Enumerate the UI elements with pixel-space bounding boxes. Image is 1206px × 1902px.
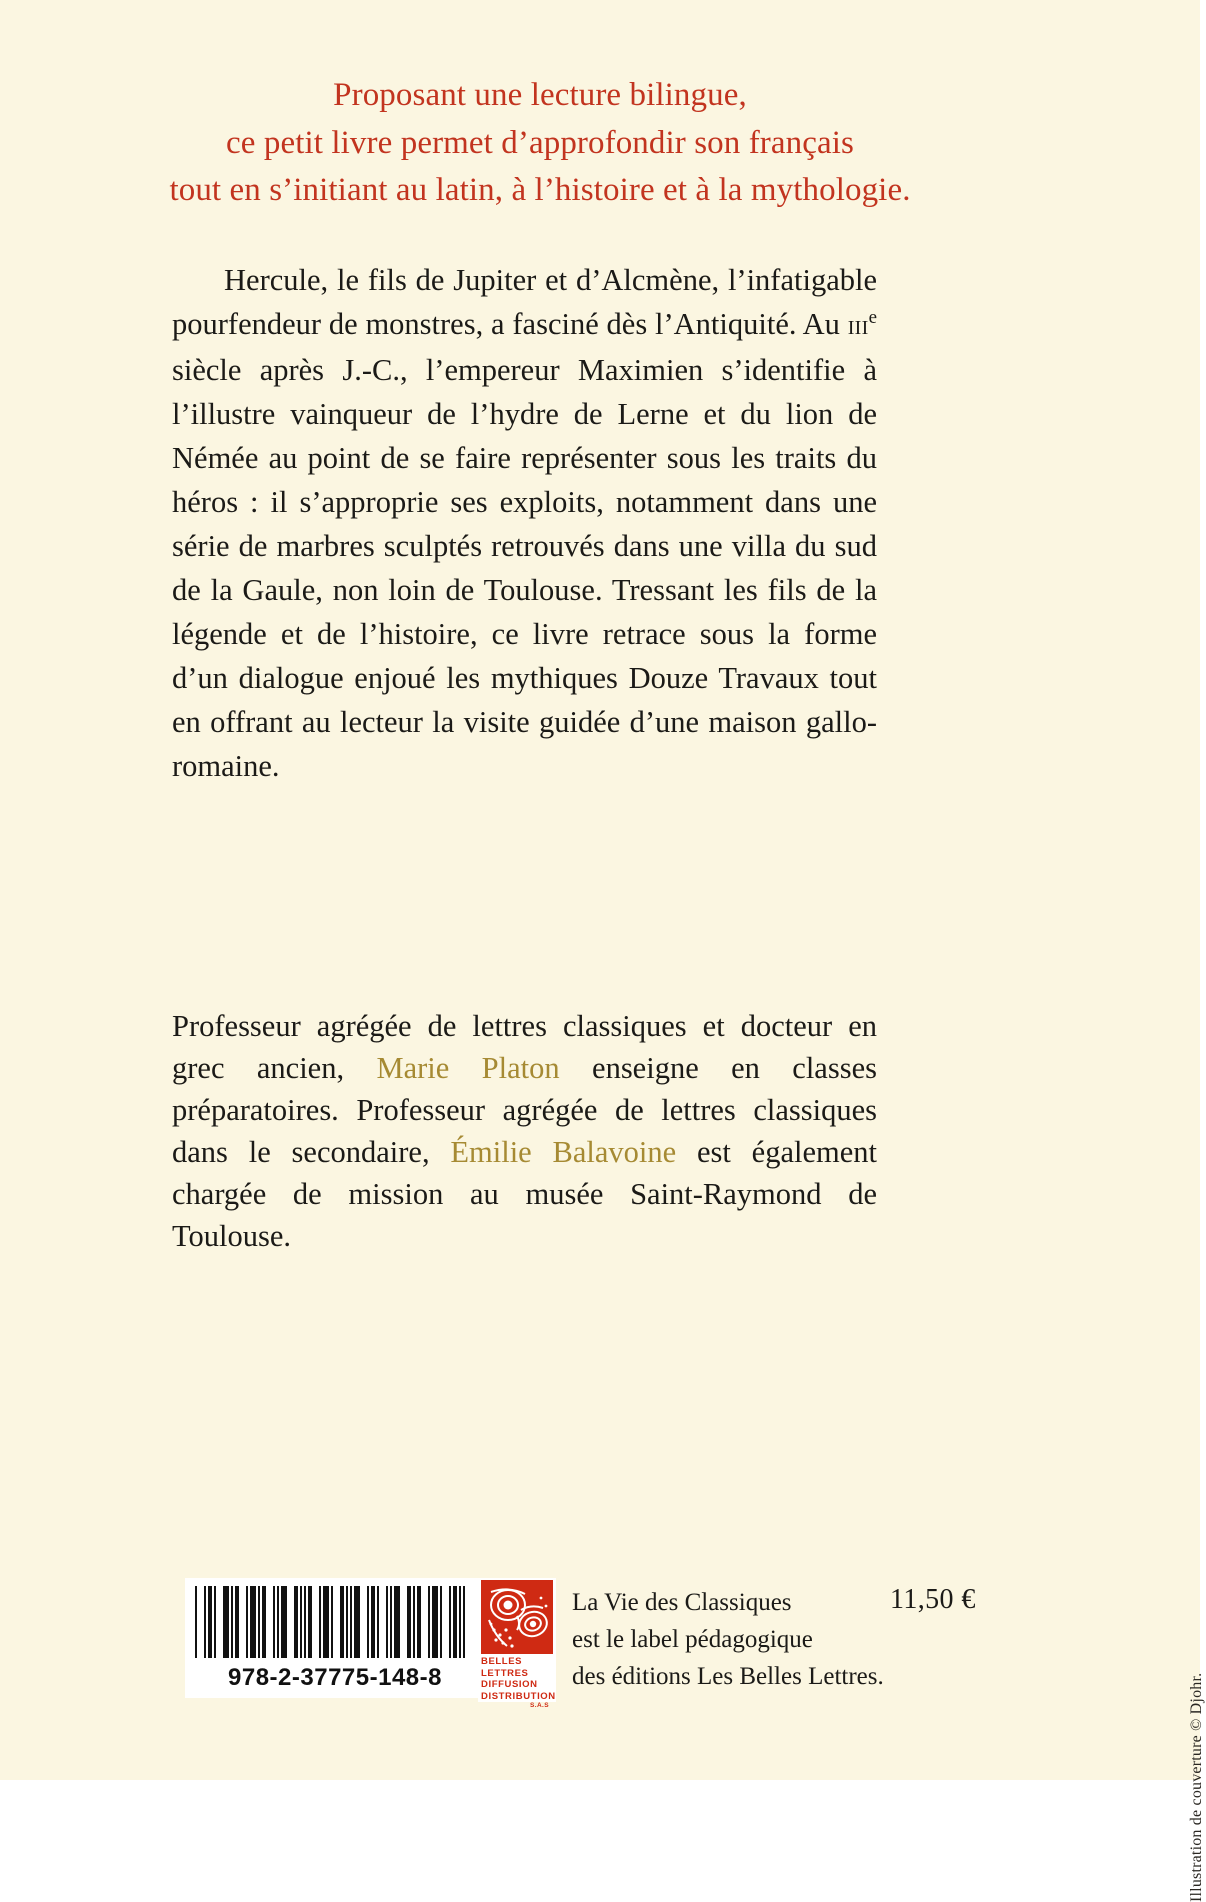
barcode-bar <box>354 1586 360 1658</box>
bldd-line-3: DISTRIBUTION <box>481 1690 556 1702</box>
author-name-emilie-balavoine: Émilie Balavoine <box>450 1135 677 1169</box>
barcode-gap <box>289 1586 292 1658</box>
barcode-gap <box>218 1586 221 1658</box>
barcode-bar <box>258 1586 260 1658</box>
century-roman-numeral: iii <box>847 310 869 341</box>
barcode-gap <box>335 1586 338 1658</box>
headline-line-2: ce petit livre permet d’approfondir son français <box>226 124 854 161</box>
barcode-bar <box>390 1586 392 1658</box>
headline-line-1: Proposant une lecture bilingue, <box>333 77 747 113</box>
isbn-barcode <box>185 1578 485 1698</box>
barcode-bar <box>281 1586 287 1658</box>
barcode-gap <box>444 1586 447 1658</box>
bldd-line-4: S.A.S <box>530 1702 549 1709</box>
barcode-bar <box>195 1586 197 1658</box>
publisher-note <box>572 1584 884 1695</box>
barcode-bar <box>407 1586 411 1658</box>
bldd-line-2: DIFFUSION <box>481 1679 538 1690</box>
bldd-line-1: BELLES LETTRES <box>481 1656 529 1679</box>
barcode-bar <box>331 1586 333 1658</box>
barcode-bar <box>277 1586 279 1658</box>
bldd-publisher-logo <box>478 1578 556 1709</box>
barcode-bar <box>350 1586 352 1658</box>
barcode-gap <box>241 1586 244 1658</box>
blurb-part-2: siècle après J.-C., l’empereur Maximien s’identifie à l’illustre vainqueur de l’hydre de Lerne et du lion de Némée au point de se faire représenter sous les traits du héros : il s’approprie ses exploits, notamment dans une série de marbres sculptés retrouvés dans une villa du sud de la Gaule, non loin de Toulouse. Tressant les fils de la légende et de l’histoire, ce livre retrace sous la forme d’un dialogue enjoué les mythiques Douze Travaux tout en offrant au lecteur la visite guidée d’une maison gallo-romaine. <box>172 353 877 783</box>
isbn-number: 978-2-37775-148-8 <box>228 1664 442 1691</box>
barcode-bar <box>413 1586 415 1658</box>
barcode-bar <box>223 1586 229 1658</box>
barcode-gap <box>423 1586 426 1658</box>
blurb-paragraph <box>172 258 877 788</box>
barcode-gap <box>381 1586 384 1658</box>
century-ordinal-suffix: e <box>868 306 877 328</box>
barcode-bar <box>235 1586 239 1658</box>
price-label: 11,50 € <box>890 1584 976 1615</box>
barcode-bar <box>371 1586 375 1658</box>
barcode-bar <box>340 1586 344 1658</box>
barcode-bar <box>204 1586 206 1658</box>
barcode-gap <box>314 1586 317 1658</box>
authors-text <box>172 1005 877 1257</box>
publisher-note-line-1: La Vie des Classiques <box>572 1589 792 1616</box>
bldd-logo-wordmark <box>481 1656 556 1710</box>
barcode-bars <box>195 1586 475 1658</box>
headline-block <box>140 72 940 215</box>
barcode-bar <box>459 1586 461 1658</box>
author-bio-end: est également chargée de mission au musée Saint-Raymond de Toulouse. <box>172 1135 877 1253</box>
headline-line-3: tout en s’initiant au latin, à l’histoire et à la mythologie. <box>169 172 911 209</box>
barcode-bar <box>250 1586 256 1658</box>
owl-icon <box>481 1580 553 1654</box>
barcode-bar <box>273 1586 275 1658</box>
barcode-bar <box>308 1586 312 1658</box>
barcode-bar <box>394 1586 400 1658</box>
barcode-bar <box>300 1586 302 1658</box>
barcode-gap <box>199 1586 202 1658</box>
barcode-bar <box>440 1586 442 1658</box>
barcode-bar <box>208 1586 212 1658</box>
barcode-bar <box>319 1586 321 1658</box>
barcode-gap <box>268 1586 271 1658</box>
barcode-gap <box>402 1586 405 1658</box>
barcode-bar <box>246 1586 248 1658</box>
barcode-bar <box>449 1586 451 1658</box>
author-name-marie-platon: Marie Platon <box>376 1051 560 1085</box>
authors-paragraph <box>172 1005 877 1257</box>
barcode-bar <box>214 1586 216 1658</box>
publisher-note-line-2: est le label pédagogique <box>572 1626 813 1653</box>
barcode-bar <box>323 1586 329 1658</box>
publisher-note-line-3: des éditions Les Belles Lettres. <box>572 1663 884 1690</box>
footer-strip <box>0 1570 1200 1710</box>
blurb-text <box>172 258 877 788</box>
author-bio-middle: enseigne en classes préparatoires. Professeur agrégée de lettres classiques dans le secondaire, <box>172 1051 877 1169</box>
barcode-bar <box>346 1586 348 1658</box>
barcode-bar <box>231 1586 233 1658</box>
barcode-bar <box>262 1586 266 1658</box>
barcode-bar <box>463 1586 465 1658</box>
barcode-bar <box>304 1586 306 1658</box>
cover-illustration-credit: Illustration de couverture © Djohr. <box>1188 1672 1205 1902</box>
barcode-bar <box>386 1586 388 1658</box>
author-bio-intro-1: Professeur agrégée de lettres classiques et docteur en grec ancien, <box>172 1009 877 1085</box>
barcode-bar <box>428 1586 430 1658</box>
blurb-part-1: Hercule, le fils de Jupiter et d’Alcmène, l’infatigable pourfendeur de monstres, a fasciné dès l’Antiquité. Au <box>172 263 877 341</box>
barcode-gap <box>362 1586 365 1658</box>
barcode-bar <box>453 1586 457 1658</box>
barcode-bar <box>432 1586 438 1658</box>
barcode-bar <box>294 1586 298 1658</box>
barcode-bar <box>377 1586 379 1658</box>
barcode-bar <box>417 1586 421 1658</box>
barcode-bar <box>367 1586 369 1658</box>
